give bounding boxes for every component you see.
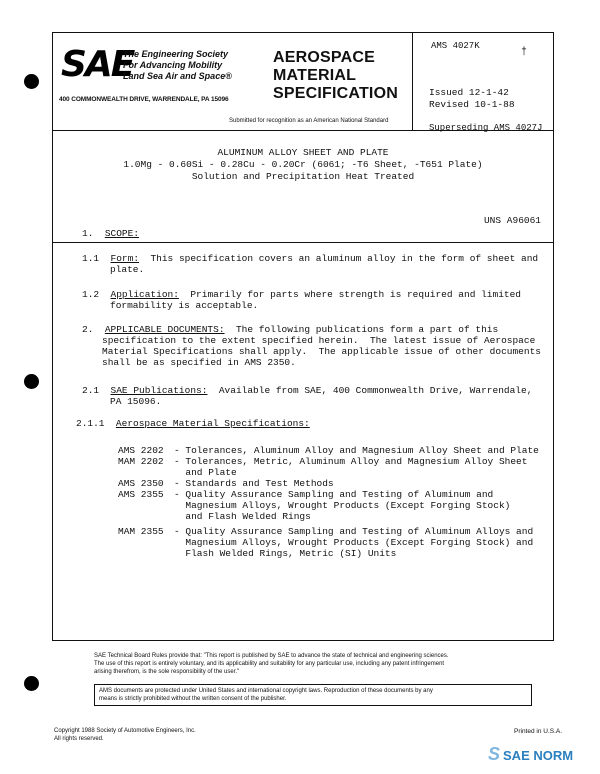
printed-in: Printed in U.S.A. [514, 728, 563, 735]
uns-number: UNS A96061 [483, 215, 541, 226]
section-heading: Aerospace Material Specifications: [115, 418, 310, 429]
sae-logo: SAE [61, 44, 134, 85]
punch-hole-bottom [24, 676, 39, 691]
ref-desc: - Quality Assurance Sampling and Testing of Aluminum and [174, 489, 494, 500]
ref-desc: - Quality Assurance Sampling and Testing of Aluminum Alloys and [174, 526, 534, 537]
section-heading: Form: [110, 253, 140, 264]
section-1: 1. SCOPE: [82, 228, 140, 239]
section-2-1: 2.1 SAE Publications: Available from SAE, 400 Commonwealth Drive, Warrendale, [82, 385, 533, 396]
section-heading: APPLICABLE DOCUMENTS: [104, 324, 225, 335]
doc-number: AMS 4027K [431, 41, 480, 51]
ref-code: MAM 2202 [118, 456, 164, 467]
section-2-1-1: 2.1.1 Aerospace Material Specifications: [76, 418, 310, 429]
section-heading: SAE Publications: [110, 385, 208, 396]
ref-desc: - Tolerances, Aluminum Alloy and Magnesium Alloy Sheet and Plate [174, 445, 539, 456]
superseding: Superseding AMS 4027J [429, 123, 543, 133]
title-line-2: 1.0Mg - 0.60Si - 0.28Cu - 0.20Cr (6061; -T6 Sheet, -T651 Plate) [123, 159, 483, 170]
section-2-line-3: Material Specifications shall apply. The applicable issue of other documents [102, 346, 541, 357]
header-left [53, 33, 413, 131]
ref-desc-cont: Magnesium Alloys, Wrought Products (Except Forging Stock) and [174, 537, 534, 548]
ref-code: AMS 2202 [118, 445, 164, 456]
ref-desc-cont: Flash Welded Rings, Metric (SI) Units [174, 548, 397, 559]
section-2-line-4: shall be as specified in AMS 2350. [102, 357, 296, 368]
title-block [53, 131, 553, 243]
section-2: 2. APPLICABLE DOCUMENTS: The following publications form a part of this [82, 324, 499, 335]
society-address: 400 COMMONWEALTH DRIVE, WARRENDALE, PA 15096 [59, 96, 229, 103]
copyright: Copyright 1988 Society of Automotive Engineers, Inc. All rights reserved. [54, 728, 196, 742]
title-line-3: Solution and Precipitation Heat Treated [191, 171, 415, 182]
section-1-1-cont: plate. [110, 264, 145, 275]
ref-desc: - Standards and Test Methods [174, 478, 334, 489]
header-right [413, 33, 553, 131]
doc-type: AEROSPACE MATERIAL SPECIFICATION [273, 49, 398, 102]
issue-dates: Issued 12-1-42 Revised 10-1-88 [429, 87, 515, 110]
section-1-1: 1.1 Form: This specification covers an aluminum alloy in the form of sheet and [82, 253, 539, 264]
ref-desc-cont: and Flash Welded Rings [174, 511, 311, 522]
punch-hole-middle [24, 374, 39, 389]
title-line-1: ALUMINUM ALLOY SHEET AND PLATE [217, 147, 389, 158]
technical-board-rules: SAE Technical Board Rules provide that: "This report is published by SAE to advance the state of technical and engineering sciences. The use of this report is entirely voluntary, and its applicability and suitability for any particular use, including any patent infringement arising therefrom, is the sole responsibility of the user." [94, 653, 449, 675]
ref-desc: - Tolerances, Metric, Aluminum Alloy and Magnesium Alloy Sheet [174, 456, 528, 467]
section-heading: Application: [110, 289, 179, 300]
revision-mark: † [521, 47, 528, 58]
section-1-2: 1.2 Application: Primarily for parts where strength is required and limited [82, 289, 521, 300]
ref-desc-cont: and Plate [174, 467, 237, 478]
sae-norm-logo-icon: S [488, 744, 501, 764]
ref-code: AMS 2350 [118, 478, 164, 489]
ref-desc-cont: Magnesium Alloys, Wrought Products (Except Forging Stock) [174, 500, 511, 511]
watermark: S SAE NORM [488, 744, 574, 764]
ref-code: AMS 2355 [118, 489, 164, 500]
ansi-note: Submitted for recognition as an American National Standard [229, 118, 389, 124]
punch-hole-top [24, 74, 39, 89]
section-heading: SCOPE: [104, 228, 140, 239]
society-name: The Engineering Society For Advancing Mobility Land Sea Air and Space® [123, 49, 232, 81]
ref-code: MAM 2355 [118, 526, 164, 537]
section-2-1-cont: PA 15096. [110, 396, 162, 407]
copyright-notice-box: AMS documents are protected under United States and international copyright laws. Reproduction of these documents by any means is strictly prohibited without the written consent of the publisher. [94, 684, 532, 706]
section-1-2-cont: formability is acceptable. [110, 300, 259, 311]
section-2-line-2: specification to the extent specified herein. The latest issue of Aerospace [102, 335, 536, 346]
